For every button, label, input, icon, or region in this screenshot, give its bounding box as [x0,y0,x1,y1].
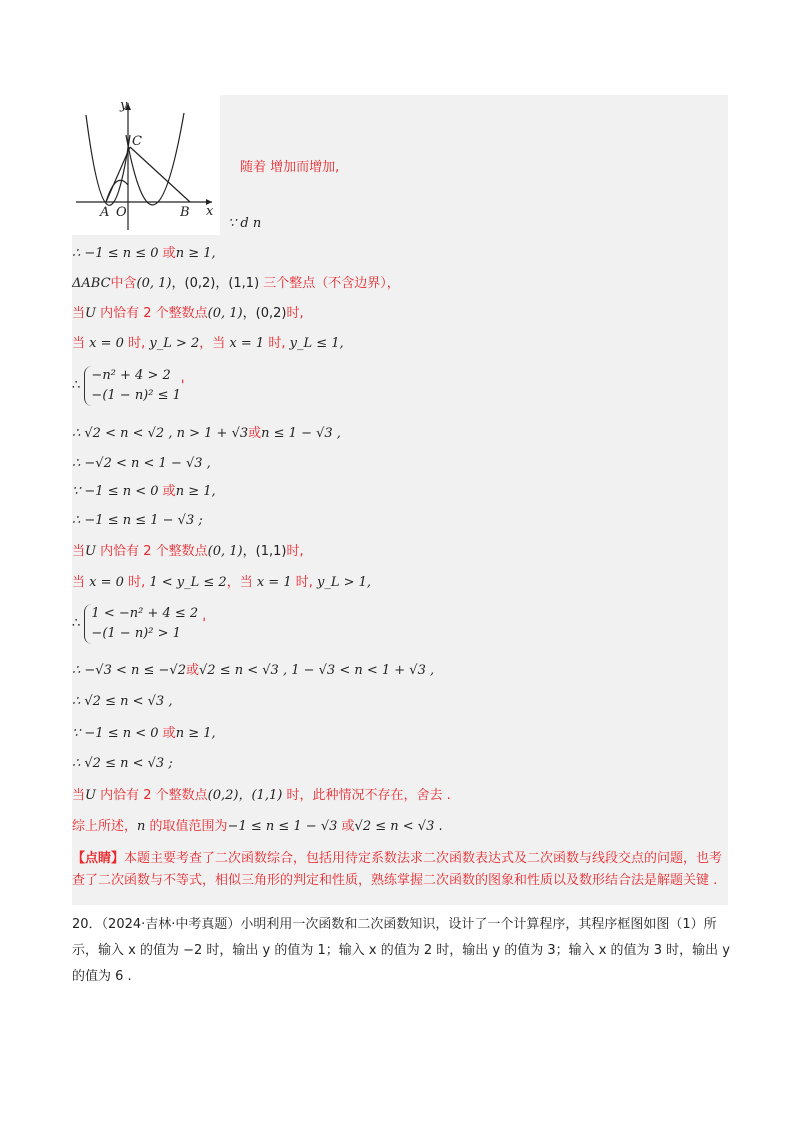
line-6: ∴ √2 < n < √2 , n > 1 + √3或n ≤ 1 − √3 , [72,426,341,441]
line-11: 当 x = 0 时, 1 < y_L ≤ 2，当 x = 1 时, y_L > 1, [72,575,372,590]
line-7: ∴ −√2 < n < 1 − √3 , [72,456,211,471]
label-c: C [132,134,142,149]
line-9: ∴ −1 ≤ n ≤ 1 − √3 ; [72,513,203,528]
line-4: 当 x = 0 时, y_L > 2，当 x = 1 时, y_L ≤ 1, [72,336,344,351]
tip-paragraph [72,848,728,892]
line-2: ΔABC中含(0, 1)，(0,2)，(1,1) 三个整点（不含边界）， [72,276,400,291]
label-b: B [180,205,190,220]
tip-label: 【点睛】 [72,851,125,866]
label-y: y [120,98,128,113]
line-0: 随着 增加而增加, [240,160,340,175]
line-10: 当U 内恰有 2 个整数点(0, 1)，(1,1)时, [72,544,304,559]
line-18-summary: 综上所述，n 的取值范围为−1 ≤ n ≤ 1 − √3 或√2 ≤ n < √3 . [72,819,443,834]
line-14: ∴ √2 ≤ n < √3 , [72,694,173,709]
figure-caption: ∵ d n [228,216,262,231]
line-15: ∵ −1 ≤ n < 0 或n ≥ 1, [72,726,216,741]
line-13: ∴ −√3 < n ≤ −√2或√2 ≤ n < √3 , 1 − √3 < n < 1 + √3 , [72,663,435,678]
tip-text: 本题主要考查了二次函数综合，包括用待定系数法求二次函数表达式及二次函数与线段交点的问题，也考查了二次函数与不等式，相似三角形的判定和性质，熟练掌握二次函数的图象和性质以及数形结合法是解题关键 . [72,851,723,888]
line-8: ∵ −1 ≤ n < 0 或n ≥ 1, [72,484,216,499]
line-12-system: ∴ 1 < −n² + 4 ≤ 2 −(1 − n)² > 1 ' [72,604,206,644]
parabola-figure [72,95,220,235]
label-a: A [100,205,110,220]
line-1: ∴ −1 ≤ n ≤ 0 或n ≥ 1, [72,246,216,261]
label-x: x [206,204,214,219]
question-20: 20．（2024·吉林·中考真题）小明利用一次函数和二次函数知识，设计了一个计算程序，其程序框图如图（1）所示，输入 x 的值为 −2 时，输出 y 的值为 1；输入 x 的值为 2 时，输出 y 的值为 3；输入 x 的值为 3 时，输出 y 的值为 6 . [72,917,730,984]
line-5-system: ∴ −n² + 4 > 2 −(1 − n)² ≤ 1' [72,366,184,406]
label-o: O [116,205,127,220]
line-17: 当U 内恰有 2 个整数点(0,2)，(1,1) 时，此种情况不存在，舍去 . [72,788,451,803]
line-16: ∴ √2 ≤ n < √3 ; [72,756,173,771]
line-3: 当U 内恰有 2 个整数点(0, 1)，(0,2)时, [72,306,304,321]
